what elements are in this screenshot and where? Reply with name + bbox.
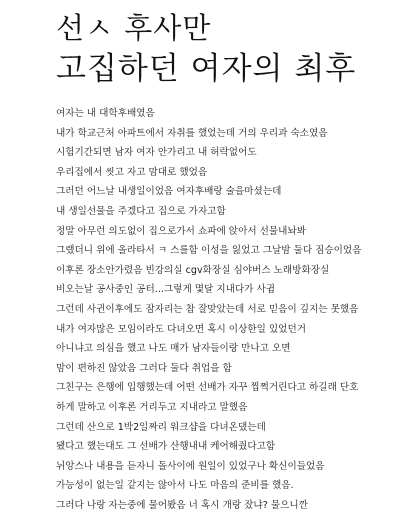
post-line: 내가 학교근처 아파트에서 자취를 했었는데 거의 우리과 숙소였음 <box>56 127 328 139</box>
post-line: 그런데 사귄이후에도 잠자리는 참 잘맞았는데 서로 믿음이 깊지는 못했음 <box>56 303 359 315</box>
post-line: 가능성이 없는일 같지는 않아서 나도 마음의 준비를 했음. <box>56 480 294 492</box>
post-body <box>56 104 386 515</box>
post-line: 맘이 편하진 않았음 그러다 둘다 취업을 함 <box>56 362 232 374</box>
post-line: 이후론 장소안가렸음 빈강의실 cgv화장실 심야버스 노래방화장실 <box>56 264 330 276</box>
post-title-line-2: 고집하던 여자의 최후 <box>56 51 357 87</box>
post-line: 내 생일선물을 주겠다고 집으로 가자고함 <box>56 205 226 217</box>
post-line: 그런데 산으로 1박2일짜리 워크샵을 다녀온댔는데 <box>56 421 266 433</box>
post-line: 하게 말하고 이후론 거리두고 지내라고 말했음 <box>56 401 248 413</box>
post-line: 비오는날 공사중인 공터...그렇게 몇달 지내다가 사귐 <box>56 284 276 296</box>
post-line: 그친구는 은행에 입행했는데 어떤 선배가 자꾸 찝쩍거린다고 하길래 단호 <box>56 382 359 394</box>
post-title <box>56 10 386 90</box>
post-line: 시험기간되면 남자 여자 안가리고 내 허락없어도 <box>56 147 257 159</box>
post-line: 그러던 어느날 내생일이었음 여자후배랑 술을마셨는데 <box>56 186 282 198</box>
post-line: 뉘앙스나 내용을 듣자니 돌사이에 원일이 있었구나 확신이들었음 <box>56 460 325 472</box>
post-line: 아니냐고 의심을 했고 나도 매가 남자들이랑 만나고 오면 <box>56 343 291 355</box>
post-line: 정말 아무런 의도없이 집으로가서 쇼파에 앉아서 선물내놔봐 <box>56 225 306 237</box>
post-line: 됐다고 했는대도 그 선배가 산행내내 케어해줬다고함 <box>56 441 276 453</box>
post-line: 그랬더니 위에 올라타서 ㅋ 스를함 이성을 잃었고 그날밤 둘다 짐승이었음 <box>56 245 362 257</box>
post-line: 여자는 내 대학후배였음 <box>56 108 155 119</box>
post-title-line-1: 선ㅅ 후사만 <box>56 11 212 45</box>
post-line: 그러다 나랑 자는중에 물어봤음 너 혹시 개랑 잤냐? 물으니깐 <box>56 499 308 511</box>
post-line: 내가 여자많은 모임이라도 다녀오면 혹시 이상한일 있었던거 <box>56 323 306 335</box>
post-line: 우리집에서 씻고 자고 맘대로 했었음 <box>56 166 208 178</box>
